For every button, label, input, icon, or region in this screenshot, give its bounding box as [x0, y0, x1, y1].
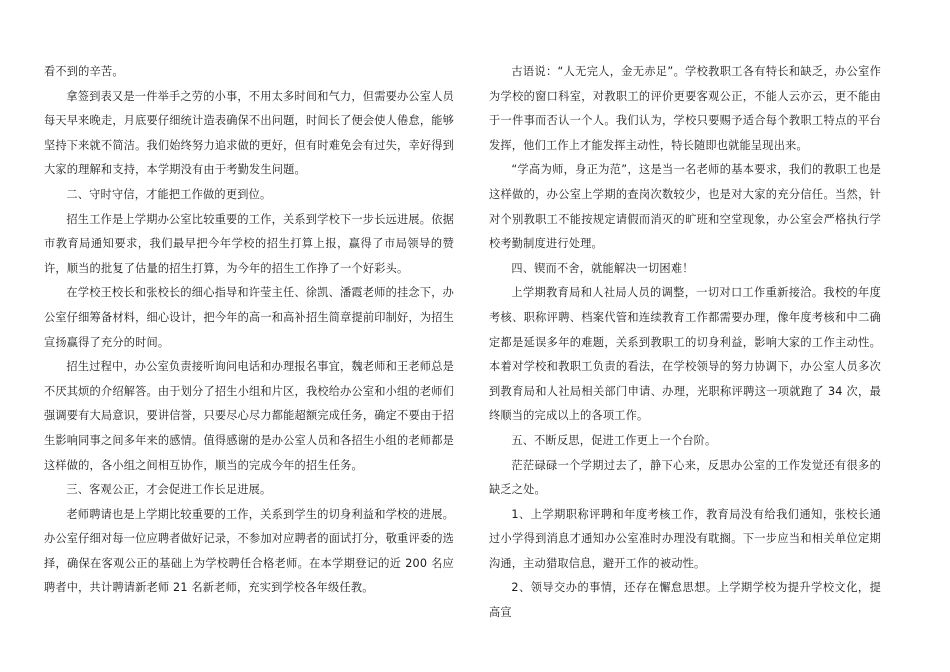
section-heading: 二、守时守信，才能把工作做的更到位。 — [66, 187, 272, 201]
left-column — [44, 60, 454, 601]
paragraph: 上学期教育局和人社局人员的调整，一切对口工作重新接洽。我校的年度考核、职称评聘、档案代管和连续教育工作都需要办理，像年度考核和中二确定都是延误多年的难题，关系到教职工的切身利益，影响大家的工作主动性。本着对学校和教职工负责的看法，在学校领导的努力协调下，办公室人员多次到教育局和人社局相关部门申请、办理，光职称评聘这一项就跑了 34 次，最终顺当的完成以上的各项工作。 — [489, 286, 881, 423]
list-item: 2、领导交办的事情，还存在懈怠思想。上学期学校为提升学校文化，提高宣 — [489, 581, 881, 620]
paragraph: 招生过程中，办公室负责接听询问电话和办理报名事宜，魏老师和王老师总是不厌其烦的介绍解答。由于划分了招生小组和片区，我校给办公室和小组的老师们强调要有大局意识，要讲信誉，只要尽心尽力都能超额完成任务，确定不要由于招生影响同事之间多年来的感情。值得感谢的是办公室人员和各招生小组的老师都是这样做的，各小组之间相互协作，顺当的完成今年的招生任务。 — [44, 360, 454, 472]
paragraph: 拿签到表又是一件举手之劳的小事，不用太多时间和气力，但需要办公室人员每天早来晚走，月底要仔细统计造表确保不出问题，时间长了便会使人倦怠，能够坚持下来就不简洁。我们始终努力追求做的更好，但有时难免会有过失，幸好得到大家的理解和支持，本学期没有由于考勤发生问题。 — [44, 89, 454, 177]
section-heading: 四、锲而不舍，就能解决一切困难！ — [511, 261, 694, 275]
list-item: 1、上学期职称评聘和年度考核工作，教育局没有给我们通知，张校长通过小学得到消息才通知办公室准时办理没有耽搁。下一步应当和相关单位定期沟通，主动猎取信息，避开工作的被动性。 — [489, 507, 881, 570]
paragraph: 看不到的辛苦。 — [44, 65, 124, 78]
paragraph: 古语说：“人无完人，金无赤足”。学校教职工各有特长和缺乏，办公室作为学校的窗口科室，对教职工的评价更要客观公正，不能人云亦云，更不能由于一件事而否认一个人。我们认为，学校只要赐予适合每个教职工特点的平台发挥，他们工作上才能发挥主动性，特长随即也就能呈现出来。 — [489, 65, 881, 152]
right-column — [489, 60, 881, 626]
section-heading: 五、不断反思，促进工作更上一个台阶。 — [511, 433, 717, 447]
section-heading: 三、客观公正，才会促进工作长足进展。 — [66, 483, 272, 497]
paragraph: 茫茫碌碌一个学期过去了，静下心来，反思办公室的工作发觉还有很多的缺乏之处。 — [489, 458, 881, 497]
paragraph: “学高为师，身正为范”，这是当一名老师的基本要求，我们的教职工也是这样做的，办公室上学期的查岗次数较少，也是对大家的充分信任。当然，针对个别教职工不能按规定请假而消灭的旷班和空堂现象，办公室会严格执行学校考勤制度进行处理。 — [489, 163, 881, 251]
paragraph: 在学校王校长和张校长的细心指导和许莹主任、徐凯、潘霞老师的挂念下，办公室仔细筹备材料，细心设计，把今年的高一和高补招生简章提前印制好，为招生宣扬赢得了充分的时间。 — [44, 286, 454, 349]
paragraph: 招生工作是上学期办公室比较重要的工作，关系到学校下一步长远进展。依据市教育局通知要求，我们最早把今年学校的招生打算上报，赢得了市局领导的赞许，顺当的批复了估量的招生打算，为今年的招生工作挣了一个好彩头。 — [44, 212, 454, 275]
paragraph: 老师聘请也是上学期比较重要的工作，关系到学生的切身利益和学校的进展。办公室仔细对每一位应聘者做好记录，不参加对应聘者的面试打分，敬重评委的选择，确保在客观公正的基础上为学校聘任合格老师。在本学期登记的近 200 名应聘者中，共计聘请新老师 21 名新老师，充实到学校各年级任教。 — [44, 507, 454, 595]
